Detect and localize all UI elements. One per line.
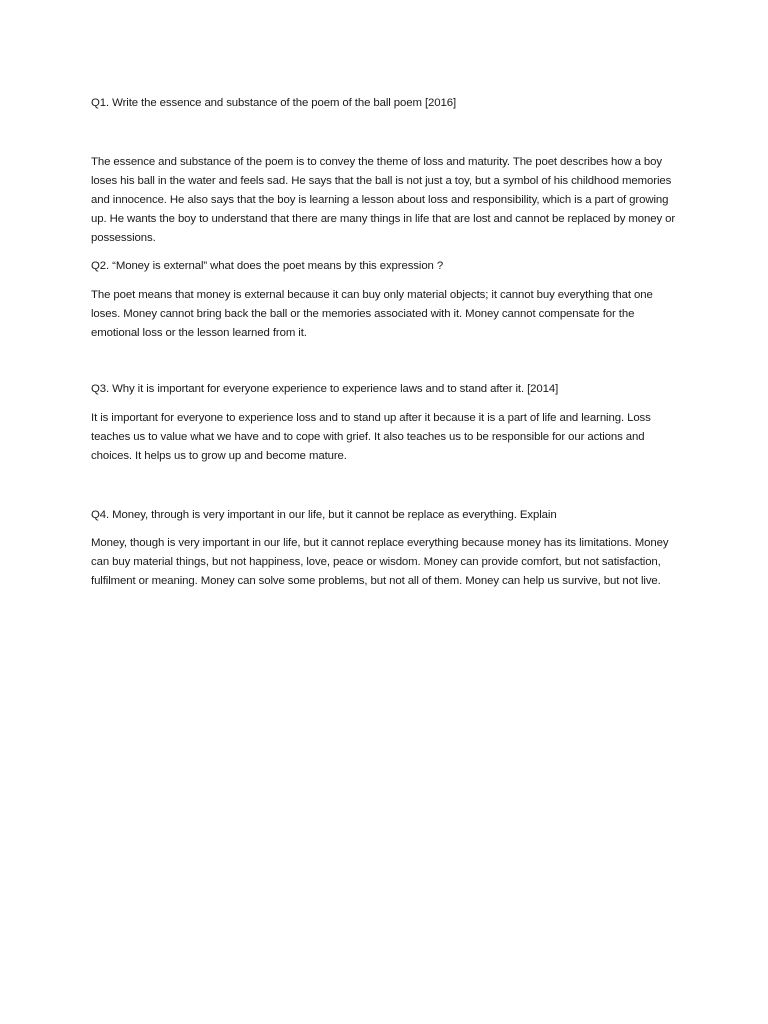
question-2-text: Q2. “Money is external” what does the poet means by this expression ? bbox=[91, 260, 444, 272]
answer-1-text: The essence and substance of the poem is to convey the theme of loss and maturity. The poet describes how a boy loses his ball in the water and feels sad. He says that the ball is not just a toy, but a symbol of his childhood memories and innocence. He also says that the boy is learning a lesson about loss and responsibility, which is a part of growing up. He wants the boy to understand that there are many things in life that are lost and cannot be replaced by money or possessions. bbox=[91, 155, 676, 245]
answer-4-text: Money, though is very important in our life, but it cannot replace everything because money has its limitations. Money can buy material things, but not happiness, love, peace or wisdom. Money can provide comfort, but not satisfaction, fulfilment or meaning. Money can solve some problems, but not all of them. Money can help us survive, but not live. bbox=[91, 536, 669, 587]
question-block-2 bbox=[91, 257, 681, 343]
question-4-text: Q4. Money, through is very important in our life, but it cannot be replace as everything. Explain bbox=[91, 509, 557, 521]
question-block-4 bbox=[91, 506, 681, 591]
answer-3-text: It is important for everyone to experience loss and to stand up after it because it is a part of life and learning. Loss teaches us to value what we have and to cope with grief. It also teaches us to be responsible for our actions and choices. It helps us to grow up and become mature. bbox=[91, 411, 651, 462]
question-3-text: Q3. Why it is important for everyone experience to experience laws and to stand after it. [2014] bbox=[91, 383, 559, 395]
question-block-1 bbox=[91, 94, 681, 249]
answer-2-text: The poet means that money is external because it can buy only material objects; it cannot buy everything that one loses. Money cannot bring back the ball or the memories associated with it. Money cannot compensate for the emotional loss or the lesson learned from it. bbox=[91, 288, 653, 339]
question-block-3 bbox=[91, 380, 681, 466]
question-1-text: Q1. Write the essence and substance of the poem of the ball poem [2016] bbox=[91, 97, 457, 109]
